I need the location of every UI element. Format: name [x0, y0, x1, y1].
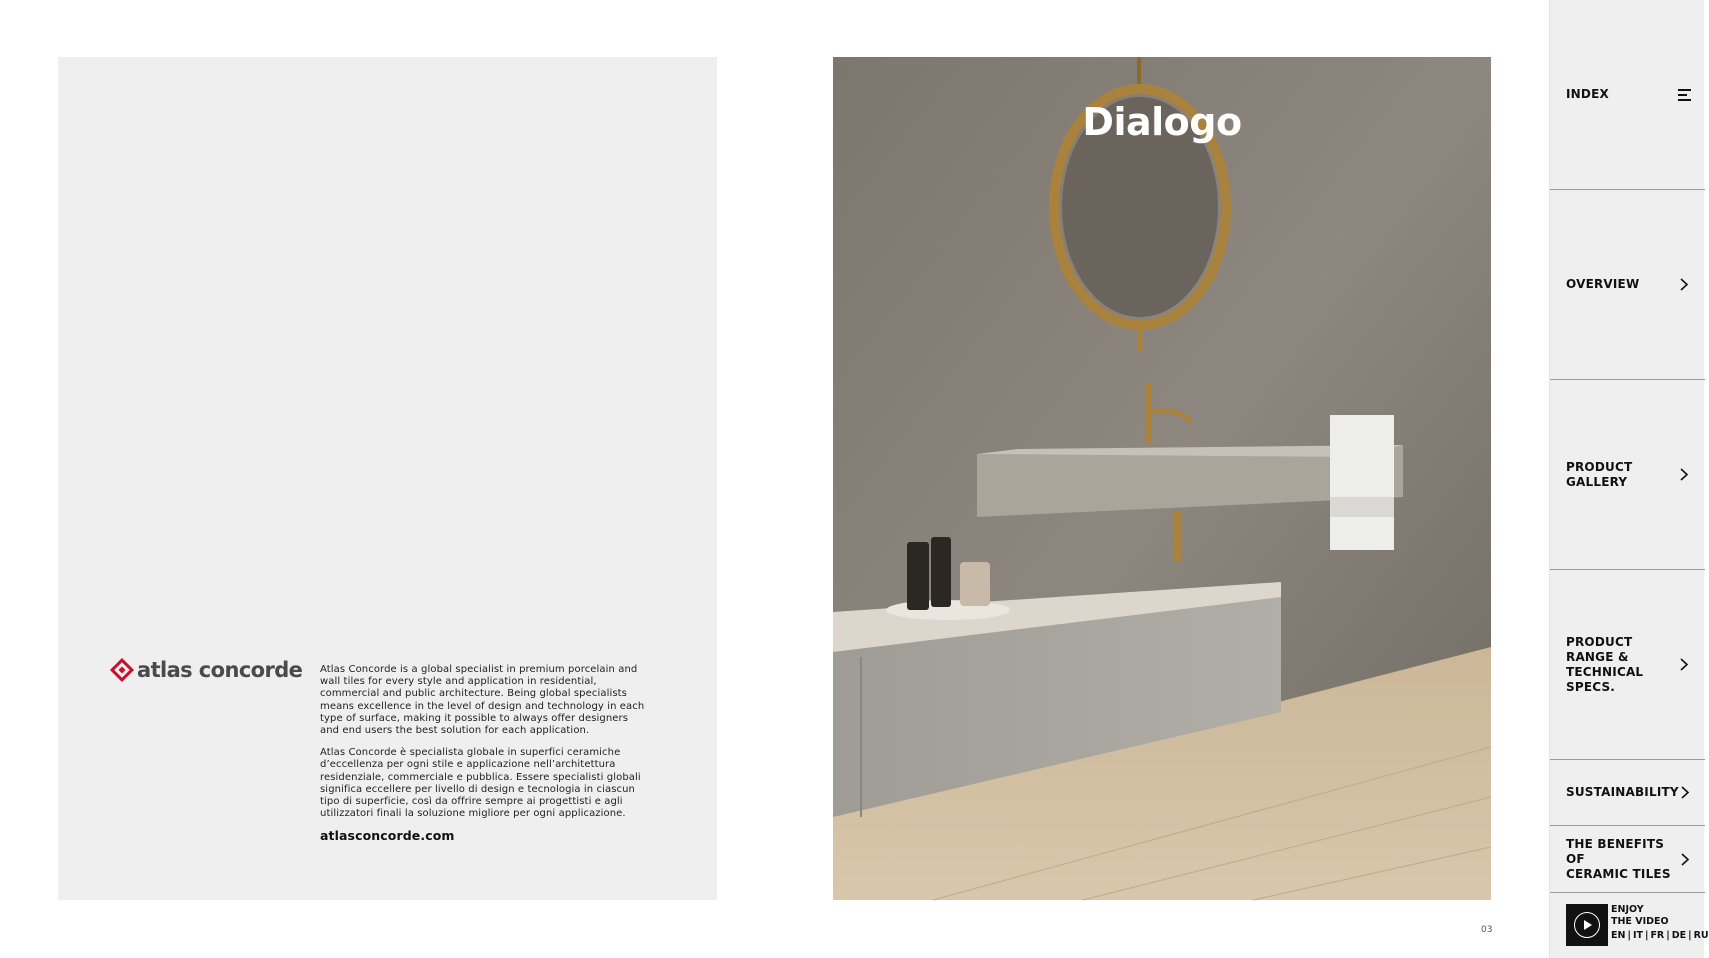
logo-wordmark: atlas concorde	[137, 658, 303, 682]
sidebar-navigation	[1549, 0, 1709, 958]
language-ru[interactable]: RU	[1693, 930, 1709, 941]
language-selector: EN | IT | FR | DE | RU	[1611, 930, 1709, 941]
bathroom-photo	[833, 57, 1491, 900]
video-caption-line2: THE VIDEO	[1611, 916, 1669, 927]
video-caption-line1: ENJOY	[1611, 904, 1644, 915]
language-de[interactable]: DE	[1671, 930, 1687, 941]
website-link[interactable]: atlasconcorde.com	[320, 828, 455, 844]
nav-item-product-range[interactable]	[1550, 570, 1705, 760]
play-icon	[1574, 912, 1600, 938]
chevron-right-icon	[1677, 658, 1691, 672]
bathroom-scene-image	[833, 57, 1491, 900]
nav-item-label: THE BENEFITS OF CERAMIC TILES	[1566, 836, 1671, 881]
nav-item-label: PRODUCT RANGE & TECHNICAL SPECS.	[1566, 634, 1644, 694]
language-fr[interactable]: FR	[1650, 930, 1665, 941]
page-number: 03	[1481, 925, 1493, 935]
language-en[interactable]: EN	[1611, 930, 1626, 941]
language-it[interactable]: IT	[1632, 930, 1643, 941]
chevron-right-icon	[1677, 468, 1691, 482]
nav-item-product-gallery[interactable]	[1550, 380, 1705, 570]
nav-item-label: PRODUCT GALLERY	[1566, 459, 1633, 489]
video-caption	[1611, 904, 1709, 942]
chevron-right-icon	[1678, 786, 1691, 800]
nav-item-index[interactable]	[1550, 0, 1705, 190]
nav-item-label: OVERVIEW	[1566, 277, 1640, 291]
description-italian: Atlas Concorde è specialista globale in superfici ceramiche d’eccellenza per ogni stile e applicazione nell’architettura residenziale, commerciale e pubblica. Essere specialisti globali significa eccellere per livello di design e tecnologia in ciascun tipo di superficie, così da offrire sempre ai progettisti e agli utilizzatori finali la soluzione migliore per ogni applicazione.	[320, 747, 641, 820]
collection-title: Dialogo	[1082, 100, 1242, 144]
video-promo	[1566, 904, 1709, 946]
play-video-button[interactable]	[1566, 904, 1608, 946]
chevron-right-icon	[1678, 852, 1691, 866]
chevron-right-icon	[1677, 278, 1691, 292]
nav-item-benefits[interactable]	[1550, 826, 1705, 893]
nav-item-overview[interactable]	[1550, 190, 1705, 380]
menu-icon	[1677, 88, 1691, 102]
description-english: Atlas Concorde is a global specialist in premium porcelain and wall tiles for every style and application in residential, commercial and public architecture. Being global specialists means excellence in the level of design and technology in each type of surface, making it possible to always offer designers and end users the best solution for each application.	[320, 664, 645, 737]
nav-item-sustainability[interactable]	[1550, 760, 1705, 826]
company-description	[320, 664, 650, 843]
nav-item-label: INDEX	[1566, 87, 1609, 101]
nav-item-label: SUSTAINABILITY	[1566, 785, 1679, 799]
logo-diamond-icon	[111, 659, 133, 681]
atlas-concorde-logo	[111, 658, 302, 682]
left-page	[58, 57, 717, 900]
